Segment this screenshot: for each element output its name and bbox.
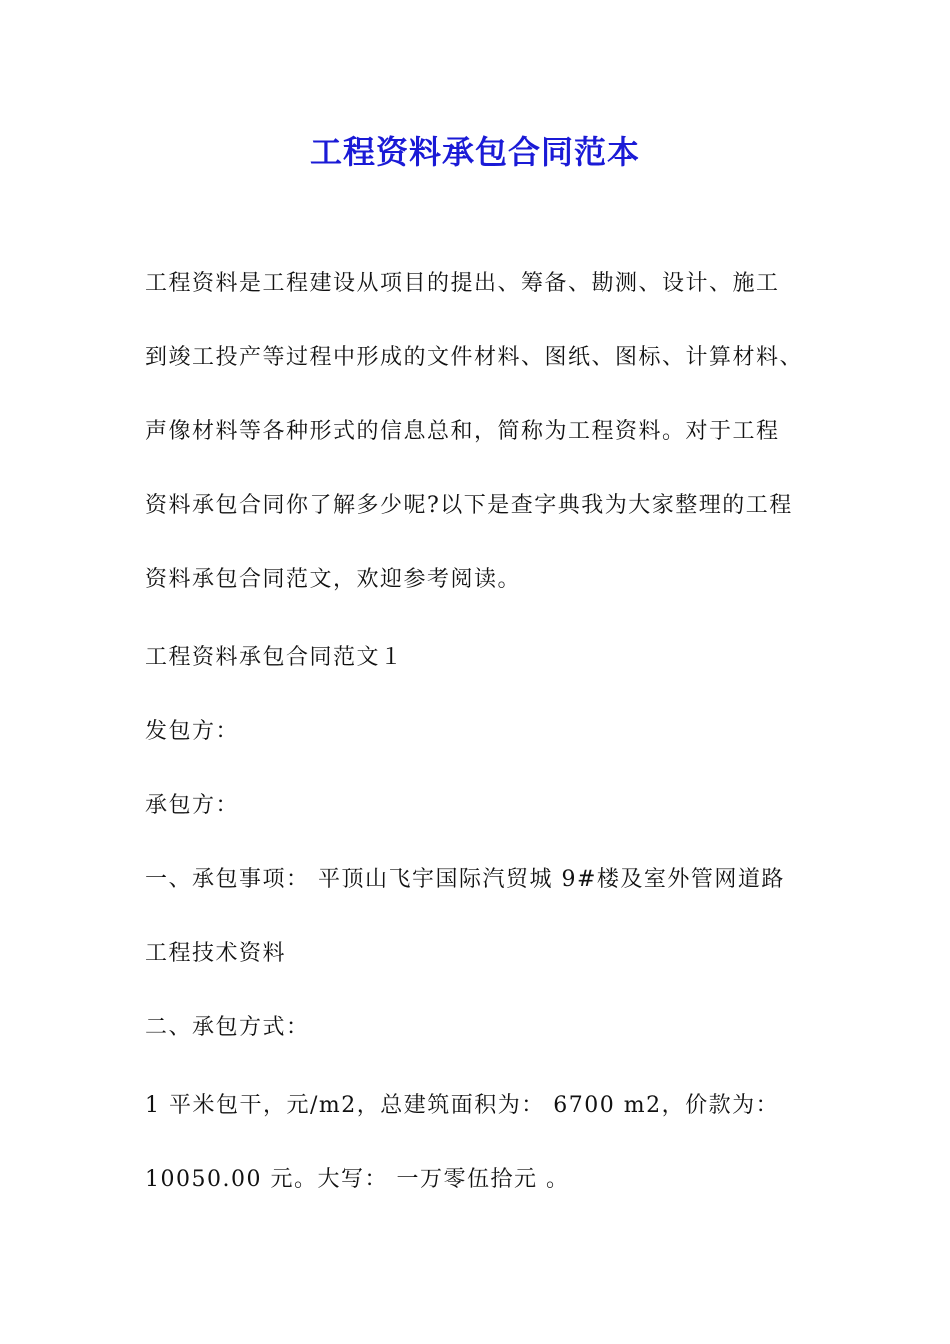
section-heading-contract-1: 工程资料承包合同范文１ bbox=[145, 645, 404, 670]
clause-2-price-amount: 10050.00 元。大写： 一万零伍拾元 。 bbox=[145, 1167, 570, 1192]
paragraph-line-2: 到竣工投产等过程中形成的文件材料、图纸、图标、计算材料、 bbox=[145, 345, 804, 370]
employer-label: 发包方： bbox=[145, 719, 240, 744]
paragraph-line-5: 资料承包合同范文，欢迎参考阅读。 bbox=[145, 567, 522, 592]
clause-1-scope-cont: 工程技术资料 bbox=[145, 941, 287, 966]
paragraph-line-3: 声像材料等各种形式的信息总和，简称为工程资料。对于工程 bbox=[145, 419, 780, 444]
paragraph-line-1: 工程资料是工程建设从项目的提出、筹备、勘测、设计、施工 bbox=[145, 271, 780, 296]
clause-2-price: 1 平米包干，元/m2，总建筑面积为： 6700 m2，价款为： bbox=[145, 1093, 780, 1118]
document-title: 工程资料承包合同范本 bbox=[309, 133, 640, 171]
clause-2-method: 二、承包方式： bbox=[145, 1015, 310, 1040]
clause-1-scope: 一、承包事项： 平顶山飞宇国际汽贸城 9#楼及室外管网道路 bbox=[145, 867, 785, 892]
paragraph-line-4: 资料承包合同你了解多少呢?以下是查字典我为大家整理的工程 bbox=[145, 493, 793, 518]
contractor-label: 承包方： bbox=[145, 793, 240, 818]
